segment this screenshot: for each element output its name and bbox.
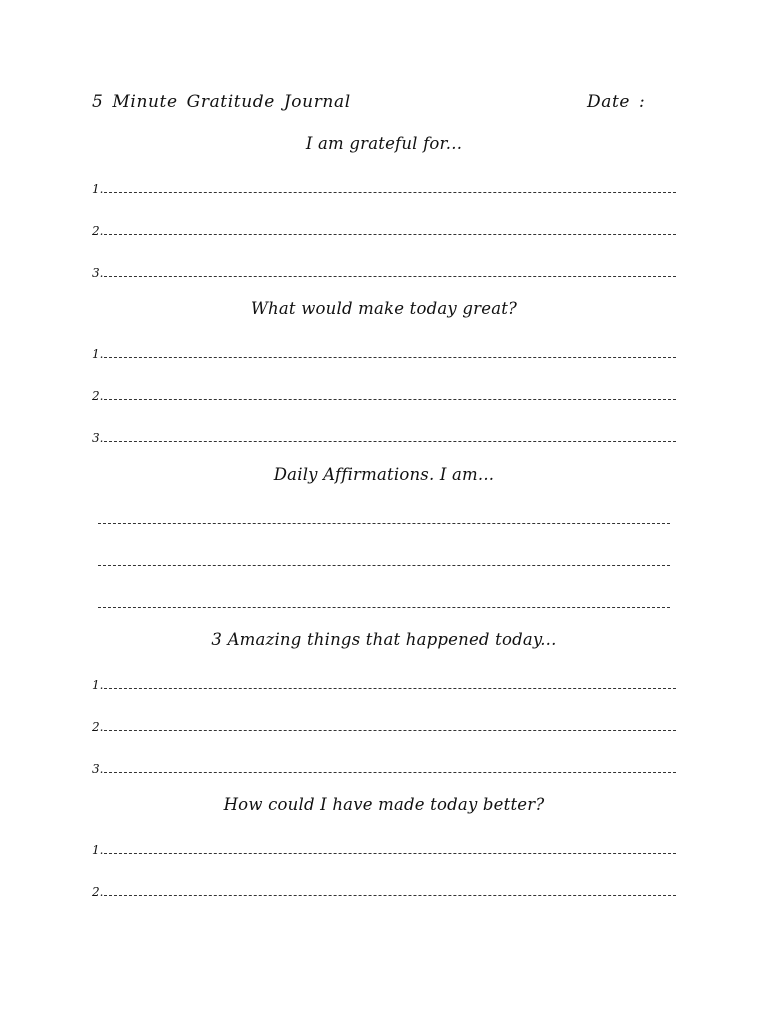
line-number: 2. [92,224,104,238]
dashed-rule [98,607,670,608]
writing-line[interactable] [92,177,676,197]
line-number: 1. [92,347,104,361]
writing-line[interactable] [92,426,676,446]
dashed-rule [104,192,676,193]
dashed-rule [104,441,676,442]
section-heading-make-today-great: What would make today great? [250,299,518,318]
writing-line[interactable] [98,550,670,570]
dashed-rule [104,853,676,854]
line-number: 3. [92,431,104,445]
dashed-rule [98,565,670,566]
writing-line[interactable] [92,384,676,404]
section-heading-amazing-things: 3 Amazing things that happened today... [211,630,557,649]
dashed-rule [98,523,670,524]
line-number: 3. [92,266,104,280]
writing-line[interactable] [92,838,676,858]
dashed-rule [104,234,676,235]
writing-line[interactable] [92,880,676,900]
section-heading-grateful: I am grateful for... [305,134,463,153]
dashed-rule [104,688,676,689]
journal-title: 5 Minute Gratitude Journal [92,92,351,112]
dashed-rule [104,895,676,896]
line-number: 2. [92,885,104,899]
line-number: 2. [92,720,104,734]
writing-line[interactable] [92,261,676,281]
dashed-rule [104,357,676,358]
dashed-rule [104,772,676,773]
line-number: 3. [92,762,104,776]
line-number: 1. [92,678,104,692]
writing-line[interactable] [92,219,676,239]
dashed-rule [104,276,676,277]
line-number: 1. [92,182,104,196]
dashed-rule [104,399,676,400]
writing-line[interactable] [92,757,676,777]
line-number: 2. [92,389,104,403]
writing-line[interactable] [92,342,676,362]
date-label: Date : [587,92,646,112]
section-heading-affirmations: Daily Affirmations. I am... [273,465,495,484]
section-heading-better: How could I have made today better? [223,795,545,814]
page-header [92,92,652,116]
dashed-rule [104,730,676,731]
writing-line[interactable] [98,508,670,528]
writing-line[interactable] [92,715,676,735]
writing-line[interactable] [98,592,670,612]
line-number: 1. [92,843,104,857]
writing-line[interactable] [92,673,676,693]
